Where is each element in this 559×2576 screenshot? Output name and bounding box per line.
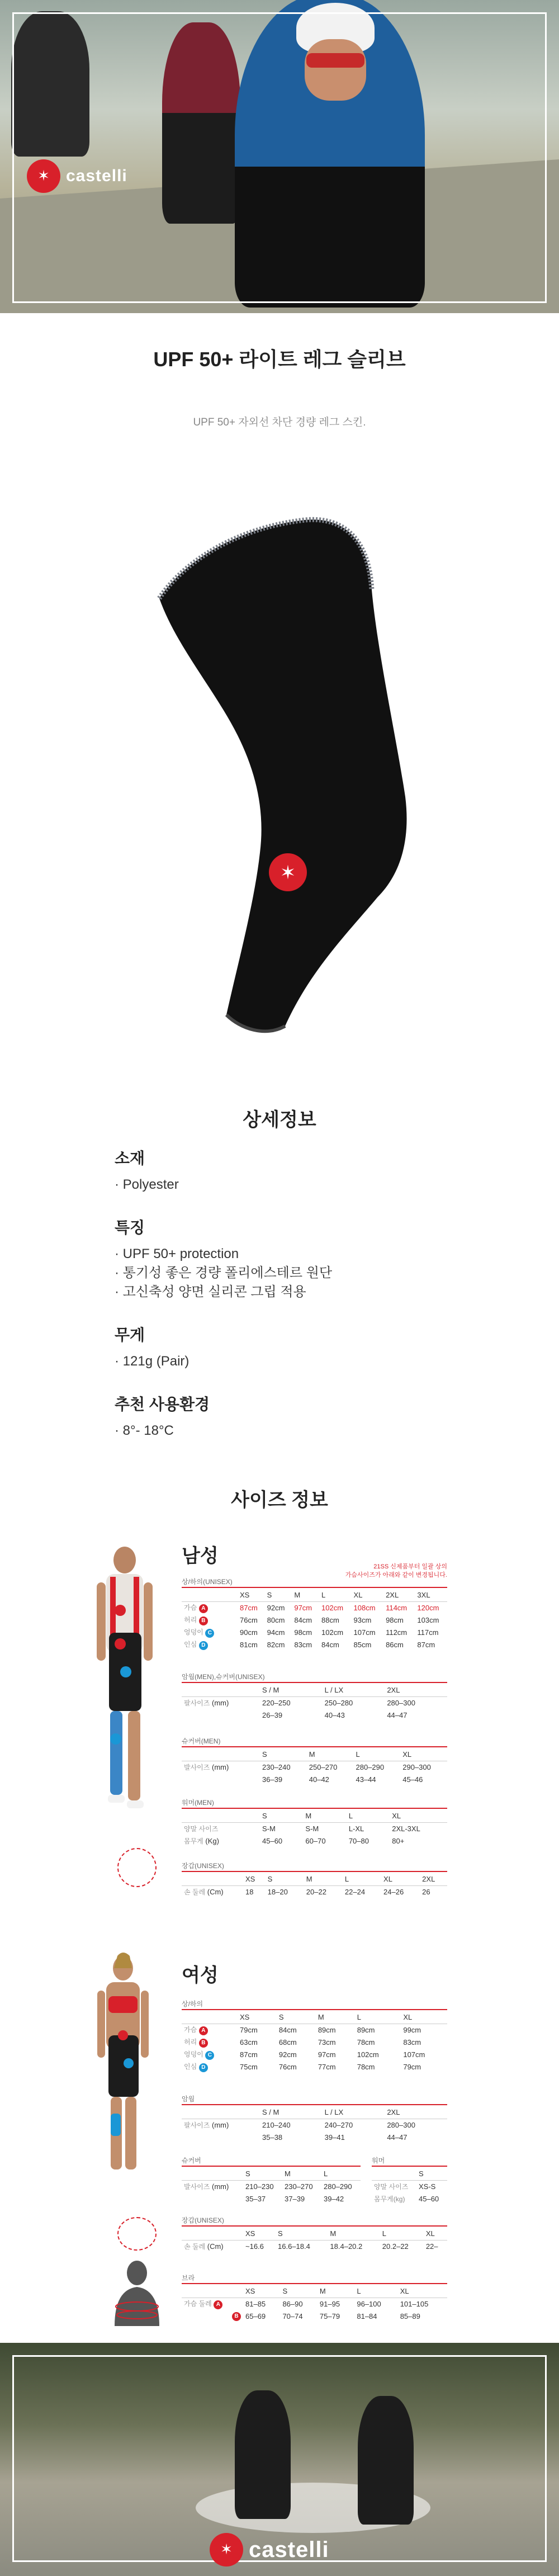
details-heading: 상세정보 xyxy=(243,1109,316,1131)
male-model-figure xyxy=(81,1543,165,1856)
table-header: 3XL xyxy=(415,1589,447,1601)
divider xyxy=(182,1746,447,1747)
table-row: 엉덩이 C 87cm 92cm 97cm 102cm 107cm xyxy=(184,2050,425,2059)
table-header: XL xyxy=(352,1589,384,1601)
divider xyxy=(182,1871,447,1872)
product-image xyxy=(143,506,416,1043)
female-top-label: 상/하의 xyxy=(182,2000,203,2008)
divider xyxy=(182,1587,447,1588)
badge-a: A xyxy=(199,2026,208,2035)
female-glove-label: 장갑(UNISEX) xyxy=(182,2216,224,2224)
product-title-block xyxy=(0,344,559,372)
table-header: XS xyxy=(238,1589,265,1601)
material-group xyxy=(115,1146,450,1194)
male-top-label: 상/하의(UNISEX) xyxy=(182,1578,233,1586)
table-row: B 65–69 70–74 75–79 81–84 85–89 xyxy=(182,2310,447,2322)
male-glove-table: XS S M L XL 2XL 손 둘레 (Cm) 18 18–20 20–22 22–24 24–26 26 xyxy=(182,1873,447,1898)
male-top-table xyxy=(182,1589,447,1651)
brand-name: castelli xyxy=(66,167,127,185)
male-arm-label: 암웜(MEN),슈커버(UNISEX) xyxy=(182,1673,265,1681)
table-row: 36–39 40–42 43–44 45–46 xyxy=(262,1775,423,1784)
male-warmer-table: S M L XL 양말 사이즈 S-M S-M L-XL 2XL-3XL 몸무게 (Kg) 45–60 60–70 70–80 80+ xyxy=(182,1810,447,1847)
table-row: 가슴 A 87cm 92cm 97cm 102cm 108cm 114cm 120cm xyxy=(184,1603,439,1612)
weight-label: 무게 xyxy=(115,1326,145,1344)
details-list xyxy=(115,1146,450,1462)
material-label: 소재 xyxy=(115,1150,145,1167)
female-bust-diagram xyxy=(106,2259,168,2326)
female-bra-label: 브라 xyxy=(182,2274,195,2282)
table-row: 가슴 둘레 A 81–85 86–90 91–95 96–100 101–105 xyxy=(184,2299,429,2308)
divider xyxy=(182,2104,447,2105)
features-group xyxy=(115,1216,450,1302)
female-hand-diagram xyxy=(117,2217,157,2251)
badge-b: B xyxy=(199,1617,208,1625)
badge-a: A xyxy=(199,1604,208,1613)
female-top-table: XS S M L XL 가슴 A 79cm 84cm 89cm 89cm 99cm 허리 B 63cm 68cm 73cm 78cm 83cm 엉덩이 C 87cm 92cm 97cm 102cm 107cm 인심 D 75cm 76cm 77cm 78cm 79cm xyxy=(182,2011,447,2073)
table-row: 양말 사이즈 S-M S-M L-XL 2XL-3XL xyxy=(184,1824,420,1833)
female-warmer-label: 워머 xyxy=(372,2157,385,2164)
table-row: 허리 B 76cm 80cm 84cm 88cm 93cm 98cm 103cm xyxy=(184,1615,439,1624)
size-heading: 사이즈 정보 xyxy=(231,1490,328,1511)
bottom-frame xyxy=(12,2355,547,2562)
female-shoe-label: 슈커버 xyxy=(182,2157,201,2164)
leg-sleeve xyxy=(159,519,407,1031)
male-size-note: 21SS 신제품부터 일괄 상의 가슴사이즈가 아래와 같이 변경됩니다. xyxy=(345,1563,447,1578)
female-arm-label: 암웜 xyxy=(182,2095,195,2103)
table-header: L xyxy=(319,1589,352,1601)
temp-label: 추천 사용환경 xyxy=(115,1396,210,1413)
male-hand-diagram xyxy=(117,1848,157,1887)
table-row: 35–38 39–41 44–47 xyxy=(262,2133,408,2142)
divider xyxy=(182,2225,447,2227)
female-model-figure xyxy=(84,1951,162,2220)
male-warmer-label: 워머(MEN) xyxy=(182,1799,214,1807)
divider xyxy=(182,1808,447,1809)
table-header: M xyxy=(292,1589,319,1601)
brand-logo xyxy=(27,159,127,193)
table-header: S xyxy=(265,1589,292,1601)
badge-b: B xyxy=(232,2312,241,2321)
scorpion-icon: ✶ xyxy=(27,159,60,193)
feature-item: · 통기성 좋은 경량 폴리에스테르 원단 xyxy=(115,1265,333,1280)
table-row: 양말 사이즈 XS-S xyxy=(374,2182,436,2191)
brand-logo xyxy=(210,2533,329,2566)
table-row: 발사이즈 (mm) 230–240 250–270 280–290 290–300 xyxy=(184,1762,431,1771)
table-row: 몸무게 (Kg) 45–60 60–70 70–80 80+ xyxy=(184,1836,405,1845)
table-row: 발사이즈 (mm) 210–230 230–270 280–290 xyxy=(184,2182,352,2191)
female-bra-table: XS S M L XL 가슴 둘레 A 81–85 86–90 91–95 96–100 101–105 B 65–69 70–74 75–79 81–84 85–89 xyxy=(182,2285,447,2322)
weight-value: · 121g (Pair) xyxy=(115,1354,190,1369)
female-glove-table: XS S M L XL 손 둘레 (Cm) ~16.6 16.6–18.4 18.4–20.2 20.2–22 22– xyxy=(182,2228,447,2252)
badge-b: B xyxy=(199,2039,208,2048)
badge-c: C xyxy=(205,2051,214,2060)
bottom-banner xyxy=(0,2343,559,2576)
table-row: 인심 D 81cm 82cm 83cm 84cm 85cm 86cm 87cm xyxy=(184,1640,435,1649)
weight-group xyxy=(115,1323,450,1371)
table-row: 가슴 A 79cm 84cm 89cm 89cm 99cm xyxy=(184,2025,421,2034)
table-row: 엉덩이 C 90cm 94cm 98cm 102cm 107cm 112cm 117cm xyxy=(184,1628,439,1637)
table-row: 손 둘레 (Cm) 18 18–20 20–22 22–24 24–26 26 xyxy=(184,1887,430,1896)
brand-name: castelli xyxy=(249,2537,329,2562)
feature-item: · UPF 50+ protection xyxy=(115,1246,239,1261)
badge-d: D xyxy=(199,1641,208,1650)
hero-frame xyxy=(12,12,547,303)
male-glove-label: 장갑(UNISEX) xyxy=(182,1862,224,1870)
male-arm-table: S / M L / LX 2XL 팔사이즈 (mm) 220–250 250–280 280–300 26–39 40–43 44–47 xyxy=(182,1684,447,1721)
divider xyxy=(182,2283,447,2284)
male-shoe-label: 슈커버(MEN) xyxy=(182,1737,221,1745)
feature-item: · 고신축성 양면 실리콘 그립 적용 xyxy=(115,1284,306,1299)
scorpion-icon: ✶ xyxy=(210,2533,243,2566)
female-title: 여성 xyxy=(182,1965,219,1986)
male-title: 남성 xyxy=(182,1545,219,1567)
product-subtitle: UPF 50+ 자외선 차단 경량 레그 스킨. xyxy=(193,417,366,428)
table-row: 손 둘레 (Cm) ~16.6 16.6–18.4 18.4–20.2 20.2–22 22– xyxy=(184,2242,438,2251)
table-row: 팔사이즈 (mm) 220–250 250–280 280–300 xyxy=(184,1698,415,1707)
divider xyxy=(182,1682,447,1683)
features-label: 특징 xyxy=(115,1219,145,1236)
table-row: 팔사이즈 (mm) 210–240 240–270 280–300 xyxy=(184,2120,415,2129)
temp-value: · 8°- 18°C xyxy=(115,1423,174,1438)
table-row: 허리 B 63cm 68cm 73cm 78cm 83cm xyxy=(184,2038,421,2046)
svg-text:✶: ✶ xyxy=(280,862,296,884)
temp-group xyxy=(115,1392,450,1440)
divider xyxy=(182,2166,361,2167)
material-value: · Polyester xyxy=(115,1177,179,1192)
female-warmer-table: S 양말 사이즈 XS-S 몸무게(kg) 45–60 xyxy=(372,2168,447,2205)
table-header: 2XL xyxy=(383,1589,415,1601)
table-row: 26–39 40–43 44–47 xyxy=(262,1710,408,1719)
divider xyxy=(182,2009,447,2010)
hero-banner xyxy=(0,0,559,313)
male-shoe-table: S M L XL 발사이즈 (mm) 230–240 250–270 280–290 290–300 36–39 40–42 43–44 45–46 xyxy=(182,1748,447,1785)
badge-c: C xyxy=(205,1629,214,1638)
badge-d: D xyxy=(199,2063,208,2072)
table-row: 몸무게(kg) 45–60 xyxy=(374,2194,439,2203)
product-title: UPF 50+ 라이트 레그 슬리브 xyxy=(153,348,406,371)
badge-a: A xyxy=(214,2300,222,2309)
female-shoe-table: S M L 발사이즈 (mm) 210–230 230–270 280–290 35–37 37–39 39–42 xyxy=(182,2168,361,2205)
table-row: 인심 D 75cm 76cm 77cm 78cm 79cm xyxy=(184,2062,421,2071)
female-arm-table: S / M L / LX 2XL 팔사이즈 (mm) 210–240 240–270 280–300 35–38 39–41 44–47 xyxy=(182,2106,447,2143)
table-row: 35–37 37–39 39–42 xyxy=(245,2194,344,2203)
divider xyxy=(372,2166,447,2167)
